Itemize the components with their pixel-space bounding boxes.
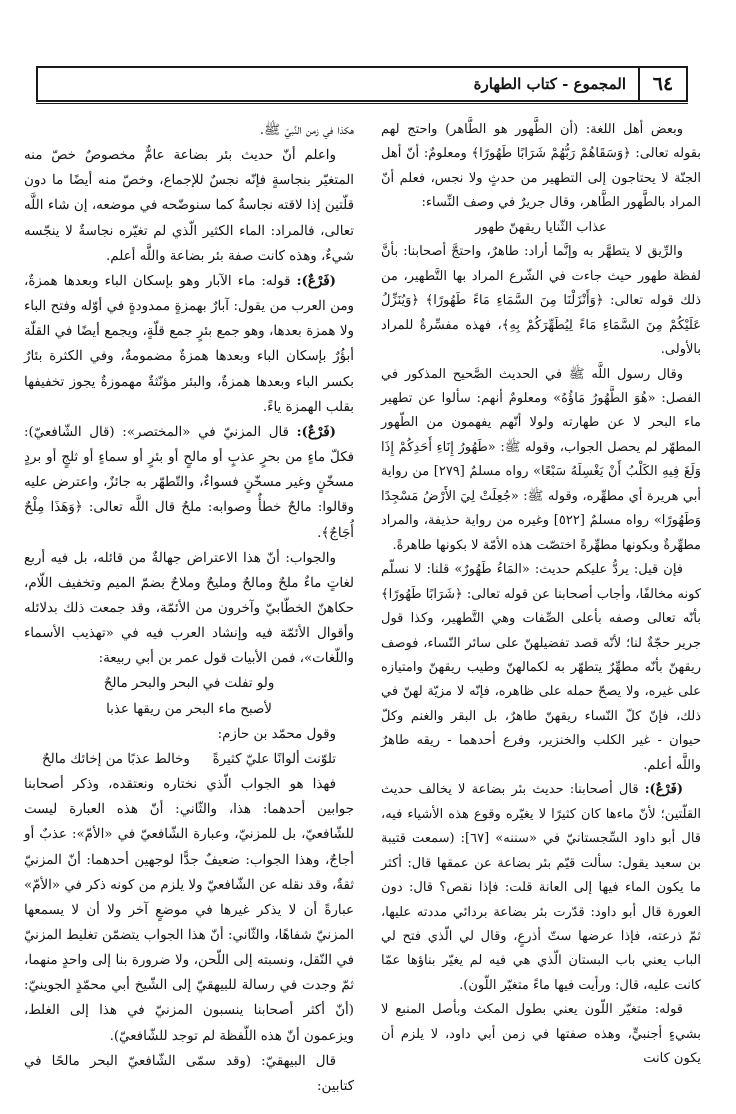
paragraph-text: والجواب: أنّ هذا الاعتراض جهالةٌ من قائله، بل فيه أربع لغاتٍ ماءٌ ملحٌ ومالحٌ ومليحٌ وملاحٌ بضمّ الميم وتخفيف اللّام، حكاهنّ الخطّابيّ وآخرون من الأئمّة، وقد جمعت ذلك بدلائله وأقوال الأئمّة فيه وإنشاد العرب فيه في «تهذيب الأسماء واللّغات»، فمن الأبيات قول عمر بن أبي ربيعة: [24,550,354,667]
page-header [36,66,688,102]
paragraph [24,546,354,672]
right-column [381,118,701,1072]
paragraph [24,420,354,546]
page-number: ٦٤ [638,68,686,100]
paragraph-text: هكذا في زمن النَّبيّ ﷺ. [259,123,354,138]
paragraph [24,722,354,747]
paragraph-text: وقال رسول اللَّه ﷺ في الحديث الصَّحيح المذكور في الفصل: «هُوَ الطَّهُورُ مَاؤُهُ» ومعلومٌ أنهم: سألوا عن تطهير ماء البحر لا عن طهارته ولولا أنّهم يفهمون من الطّهور المطهّر لم يحصل الجواب، وقوله ﷺ: «طَهُورُ إِنَاءِ أَحَدِكُمْ إِذَا وَلَغَ فِيهِ الكَلْبُ أَنْ يَغْسِلَهُ سَبْعًا» رواه مسلمٌ [٢٧٩] من رواية أبي هريرة أي مطهِّره، وقوله ﷺ: «جُعِلَتْ لِيَ الأَرْضُ مَسْجِدًا وَطَهُورًا» رواه مسلمٌ [٥٢٢] وغيره من رواية حذيفة، والمراد مطهِّرةٌ وبكونها مطهِّرةً اختصّت هذه الأمّة لا بكونها طاهرةً. [381,366,701,553]
paragraph [381,240,701,362]
paragraph [381,118,701,216]
paragraph [381,998,701,1071]
paragraph-text: قوله: ماء الآبار وهو بإسكان الباء وبعدها همزةٌ، ومن العرب من يقول: آبارٌ بهمزةٍ ممدودةٍ في أوّله وفتح الباء ولا همزة بعدها، وهو جمع بئرٍ جمع قلّةٍ، ويجمع أيضًا في القلّة أبؤُرٌ بإسكان الباء وبعدها همزةٌ مضمومةٌ، وفي الكثرة بئارٌ بكسر الباء وبعدها همزةٌ، والبئر مؤنّثةٌ مهموزةٌ يجوز تخفيفها بقلب الهمزة ياءً. [24,273,354,415]
paragraph-text: ولو تفلت في البحر والبحر مالحٌ [103,676,275,692]
paragraph-text: لأصبح ماء البحر من ريقها عذبا [106,701,272,717]
poem-verse [24,747,354,772]
paragraph [381,778,701,998]
verse-line [381,216,701,240]
poem-hemistich: وخالط عذبًا من إخائك مالحٌ [42,751,190,767]
paragraph [24,143,354,269]
left-column [24,118,354,1099]
paragraph-text: قال البيهقيّ: (وقد سمّى الشّافعيّ البحر مالحًا في كتابين: [24,1053,354,1094]
poem-hemistich: تلوّنت ألوانًا عليّ كثيرةً [212,751,336,767]
paragraph-text: والرِّيق لا يتطهَّر به وإنَّما أراد: طاهرٌ، واحتجَّ أصحابنا: بأنَّ لفظة طهور حيث جاءت في الشّرع المراد بها التَّطهير، من ذلك قوله تعالى: ﴿وَأَنْزَلْنَا مِنَ السَّمَاءِ مَاءً طَهُورًا﴾ ﴿وَيُنَزِّلُ عَلَيْكُمْ مِنَ السَّمَاءِ مَاءً لِيُطَهِّرَكُمْ بِهِ﴾، فهذه مفسِّرةٌ للمراد بالأولى. [381,244,701,358]
verse-line [24,671,354,696]
header-rule [36,103,688,104]
paragraph [381,363,701,559]
paragraph-text: قال أصحابنا: حديث بئر بضاعة لا يخالف حديث القلّتين؛ لأنّ ماءها كان كثيرًا لا يغيّره وقوع هذه الأشياء فيه، قال أبو داود السِّجستانيّ في «سننه» [٦٧]: (سمعت قتيبة بن سعيد يقول: سألت قيّم بئر بضاعة عن عمقها قال: أكثر ما يكون الماء فيها إلى العانة قلت: فإذا نقص؟ قال: دون العورة قال أبو داود: قدّرت بئر بضاعة بردائي مددته عليها، ثمّ ذرعته، فإذا عرضها ستّ أذرعٍ، وقال لي الّذي فتح لي الباب يعني باب البستان الّذي هي فيه لم يغيّر بناؤها عمّا كانت عليه، قال: ورأيت فيها ماءً متغيّر اللّون). [381,782,702,993]
paragraph-text: قال المزنيّ في «المختصر»: (قال الشّافعيّ): فكلّ ماءٍ من بحرٍ عذبٍ أو مالحٍ أو بئرٍ أو سماءٍ أو ثلجٍ أو بردٍ مسخّنٍ وغير مسخّنٍ فسواءٌ، والتّطهّر به جائزٌ، واعترض عليه وقالوا: مالحٌ خطأٌ وصوابه: ملحٌ قال اللَّه تعالى: ﴿وَهَذَا مِلْحٌ أُجَاجٌ﴾. [24,424,354,541]
paragraph-text: فهذا هو الجواب الّذي نختاره ونعتقده، وذكر أصحابنا جوابين أحدهما: هذا، والثّاني: أنّ هذه العبارة ليست للشّافعيّ، بل للمزنيّ، وعبارة الشّافعيّ في «الأمّ»: عذبٌ أو أجاجٌ، وهذا الجواب: ضعيفٌ جدًّا لوجهين أحدهما: أنّ المزنيّ ثقةٌ، وقد نقله عن الشّافعيّ ولا يلزم من كونه ذكر في «الأمّ» عبارةً أن لا يذكر غيرها في موضعٍ آخر ولا أن لا يسمعها المزنيّ شفاهًا، والثّاني: أنّ هذا الجواب يتضمّن تغليط المزنيّ في النّقل، ونسبته إلى اللّحن، ولا ضرورة بنا إلى واحدٍ منهما، ثمّ وجدت في رسالة للبيهقيّ إلى الشّيخ أبي محمّدٍ الجوينيّ: (أنّ أكثر أصحابنا ينسبون المزنيّ في هذا إلى الغلط، ويزعمون أنّ هذه اللّفظة لم توجد للشّافعيّ). [24,777,354,1044]
section-marker: (فَرْعٌ): [644,782,683,798]
paragraph [24,269,354,420]
paragraph [24,118,354,143]
running-title: المجموع - كتاب الطهارة [473,75,626,93]
paragraph [24,772,354,1049]
paragraph-text: فإن قيل: يردُّ عليكم حديث: «المَاءُ طَهُورٌ» قلنا: لا نسلّم كونه مخالفًا، وأجاب أصحابنا عن قوله تعالى: ﴿شَرَابًا طَهُورًا﴾ بأنّه تعالى وصفه بأعلى الصِّفات وهي التَّطهير، وكذا قول جرير حجّةٌ لنا؛ لأنّه قصد تفضيلهنّ على سائر النّساء، فوصف ريقهنّ بأنّه مطهِّرٌ يتطهّر به لكمالهنّ وطيب ريقهنّ وامتيازه على غيره، ولا يصحّ حمله على ظاهره، فإنّه لا مزيّة لهنّ في ذلك، فإنّ كلّ النّساء ريقهنّ طاهرٌ، بل البقر والغنم وكلّ حيوان - غير الكلب والخنزير، وفرع أحدهما - ريقه طاهرٌ واللَّه أعلم. [381,562,701,773]
paragraph [24,1049,354,1099]
section-marker: (فَرْعٌ): [296,423,336,440]
paragraph [381,558,701,778]
paragraph-text: قوله: متغيّر اللّون يعني بطول المكث وبأصل المنبع لا بشيءٍ أجنبيٍّ، وهذه صفتها في زمن أبي داود، لا يلزم أن يكون كانت [381,1002,701,1067]
paragraph-text: وبعض أهل اللغة: (أن الطَّهور هو الطَّاهر) واحتج لهم بقوله تعالى: ﴿وَسَقَاهُمْ رَبُّهُمْ شَرَابًا طَهُورًا﴾ ومعلومٌ: أنّ أهل الجنّة لا يحتاجون إلى التطهير من حدثٍ ولا نجس، فعلم أنّ المراد بالطَّهور الطَّاهر، وقال جريرٌ في وصف النِّساء: [381,122,701,211]
verse-line [24,697,354,722]
section-marker: (فَرْعٌ): [296,272,336,289]
paragraph-text: عذاب الثّنايا ريقهنّ طهور [475,219,607,235]
paragraph-text: وقول محمّد بن حازم: [217,726,336,742]
paragraph-text: واعلم أنّ حديث بئر بضاعة عامٌّ مخصوصٌ خصّ منه المتغيّر بنجاسةٍ فإنّه نجسٌ للإجماع، وخصّ منه أيضًا ما دون قلّتين إذا لاقته نجاسةٌ كما سنوضّحه في موضعه، إن شاء اللَّه تعالى، فالمراد: الماء الكثير الّذي لم تغيّره نجاسةٌ لا ينجّسه شيءٌ، وهذه كانت صفة بئر بضاعة واللَّه أعلم. [24,148,354,264]
